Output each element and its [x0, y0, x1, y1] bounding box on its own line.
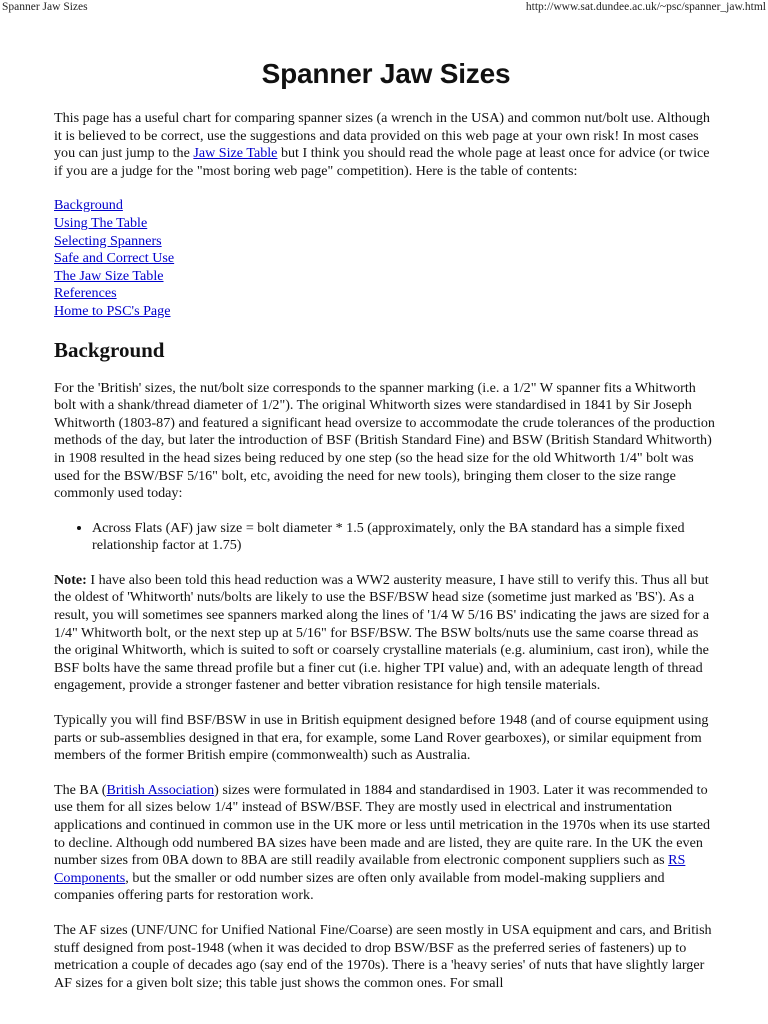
- bsf-bsw-paragraph: Typically you will find BSF/BSW in use in British equipment designed before 1948 (and of course equipment using parts or sub-assemblies designed in that era, for example, some Land Rover gearboxes), or similar equipment from members of the former British empire (commonwealth) such as Australia.: [54, 712, 709, 764]
- british-association-link[interactable]: British Association: [106, 781, 215, 798]
- ba-paragraph: [54, 782, 718, 905]
- toc-link-selecting-spanners[interactable]: Selecting Spanners: [54, 232, 162, 249]
- rs-components-link[interactable]: RS Components: [54, 852, 686, 886]
- background-heading: Background: [54, 337, 165, 362]
- af-paragraph: The AF sizes (UNF/UNC for Unified National Fine/Coarse) are seen mostly in USA equipment and cars, and British stuff designed from post-1948 (when it was decided to drop BSW/BSF as the preferred series of fasteners) up to metrication a couple of decades ago (say end of the 1970s). There is a 'heavy series' of nuts that have slightly larger AF sizes for a given bolt size; this table just shows the common ones. For small: [54, 921, 712, 991]
- toc-link-references[interactable]: References: [54, 285, 117, 302]
- ba-text-1: The BA (: [54, 781, 107, 798]
- ba-text-3: , but the smaller or odd number sizes are often only available from model-making suppliers and companies offering parts for restoration work.: [54, 869, 665, 904]
- page-content: [54, 50, 718, 1009]
- toc-link-jaw-size-table[interactable]: The Jaw Size Table: [54, 267, 164, 284]
- toc-link-safe-and-correct-use[interactable]: Safe and Correct Use: [54, 250, 175, 267]
- print-header: [0, 0, 768, 16]
- toc-link-home[interactable]: Home to PSC's Page: [54, 302, 171, 319]
- toc-link-using-the-table[interactable]: Using The Table: [54, 214, 148, 231]
- print-header-title: Spanner Jaw Sizes: [2, 1, 88, 13]
- note-label: Note:: [54, 571, 87, 588]
- ba-text-2: ) sizes were formulated in 1884 and standardised in 1903. Later it was recommended to use them for all sizes below 1/4" instead of BSW/BSF. They are mostly used in electrical and instrumentation applications and continued in common use in the UK more or less until metrication in the 1970s when its use started to decline. Although odd numbered BA sizes have been made and are listed, they are quite rare. In the UK the even number sizes from 0BA down to 8BA are still readily available from electronic component suppliers such as: [54, 781, 711, 869]
- intro-paragraph: [54, 110, 718, 180]
- note-text: I have also been told this head reduction was a WW2 austerity measure, I have still to verify this. Thus all but the oldest of 'Whitworth' nuts/bolts are likely to use the BSF/BSW head size (sometime just marked as 'BS'). As a result, you will sometimes see spanners marked along the lines of '1/4 W 5/16 BS' indicating the jaws are sized for a 1/4" Whitworth bolt, or the next step up at 5/16" for BSF/BSW. The BSW bolts/nuts use the same coarse thread as the original Whitworth, which is suited to soft or coarsely crystalline materials (e.g. aluminium, cast iron), while the BSF bolts have the same thread profile but a finer cut (i.e. higher TPI value) and, with an adequate length of thread engagement, provide a stronger fastener and better vibration resistance for high tensile materials.: [54, 571, 710, 694]
- intro-text-start: This page has a useful chart for comparing spanner sizes (a wrench in the USA) and common nut/bolt use. Although it is believed to be correct, use the suggestions and data provided on this web page at your own risk! In most cases you can just jump to the: [54, 110, 710, 162]
- page-title: Spanner Jaw Sizes: [261, 58, 511, 89]
- background-paragraph: For the 'British' sizes, the nut/bolt size corresponds to the spanner marking (i.e. a 1/2" W spanner fits a Whitworth bolt with a shank/thread diameter of 1/2"). The original Whitworth sizes were standardised in 1841 by Sir Joseph Whitworth (1803-87) and featured a significant head oversize to accommodate the crude tolerances of the production methods of the day, but later the introduction of BSF (British Standard Fine) and BSW (British Standard Whitworth) in 1908 resulted in the head sizes being reduced by one step (so the head size for the old Whitworth 1/4" bolt was used for the BSW/BSF 5/16" bolt, etc, avoiding the need for new tools), bringing them closer to the size range commonly used today:: [54, 379, 715, 502]
- jaw-size-table-link[interactable]: Jaw Size Table: [193, 145, 278, 162]
- list-item: • Across Flats (AF) jaw size = bolt diameter * 1.5 (approximately, only the BA standard has a simple fixed relationship factor at 1.75): [92, 520, 718, 555]
- bullet-list: [54, 520, 718, 555]
- intro-text-end: but I think you should read the whole page at least once for advice (or twice if you are a judge for the "most boring web page" competition). Here is the table of contents:: [54, 145, 710, 179]
- note-paragraph: [54, 572, 718, 695]
- table-of-contents: [54, 197, 718, 320]
- print-header-url: http://www.sat.dundee.ac.uk/~psc/spanner_jaw.html: [525, 1, 766, 13]
- toc-link-background[interactable]: Background: [54, 197, 123, 214]
